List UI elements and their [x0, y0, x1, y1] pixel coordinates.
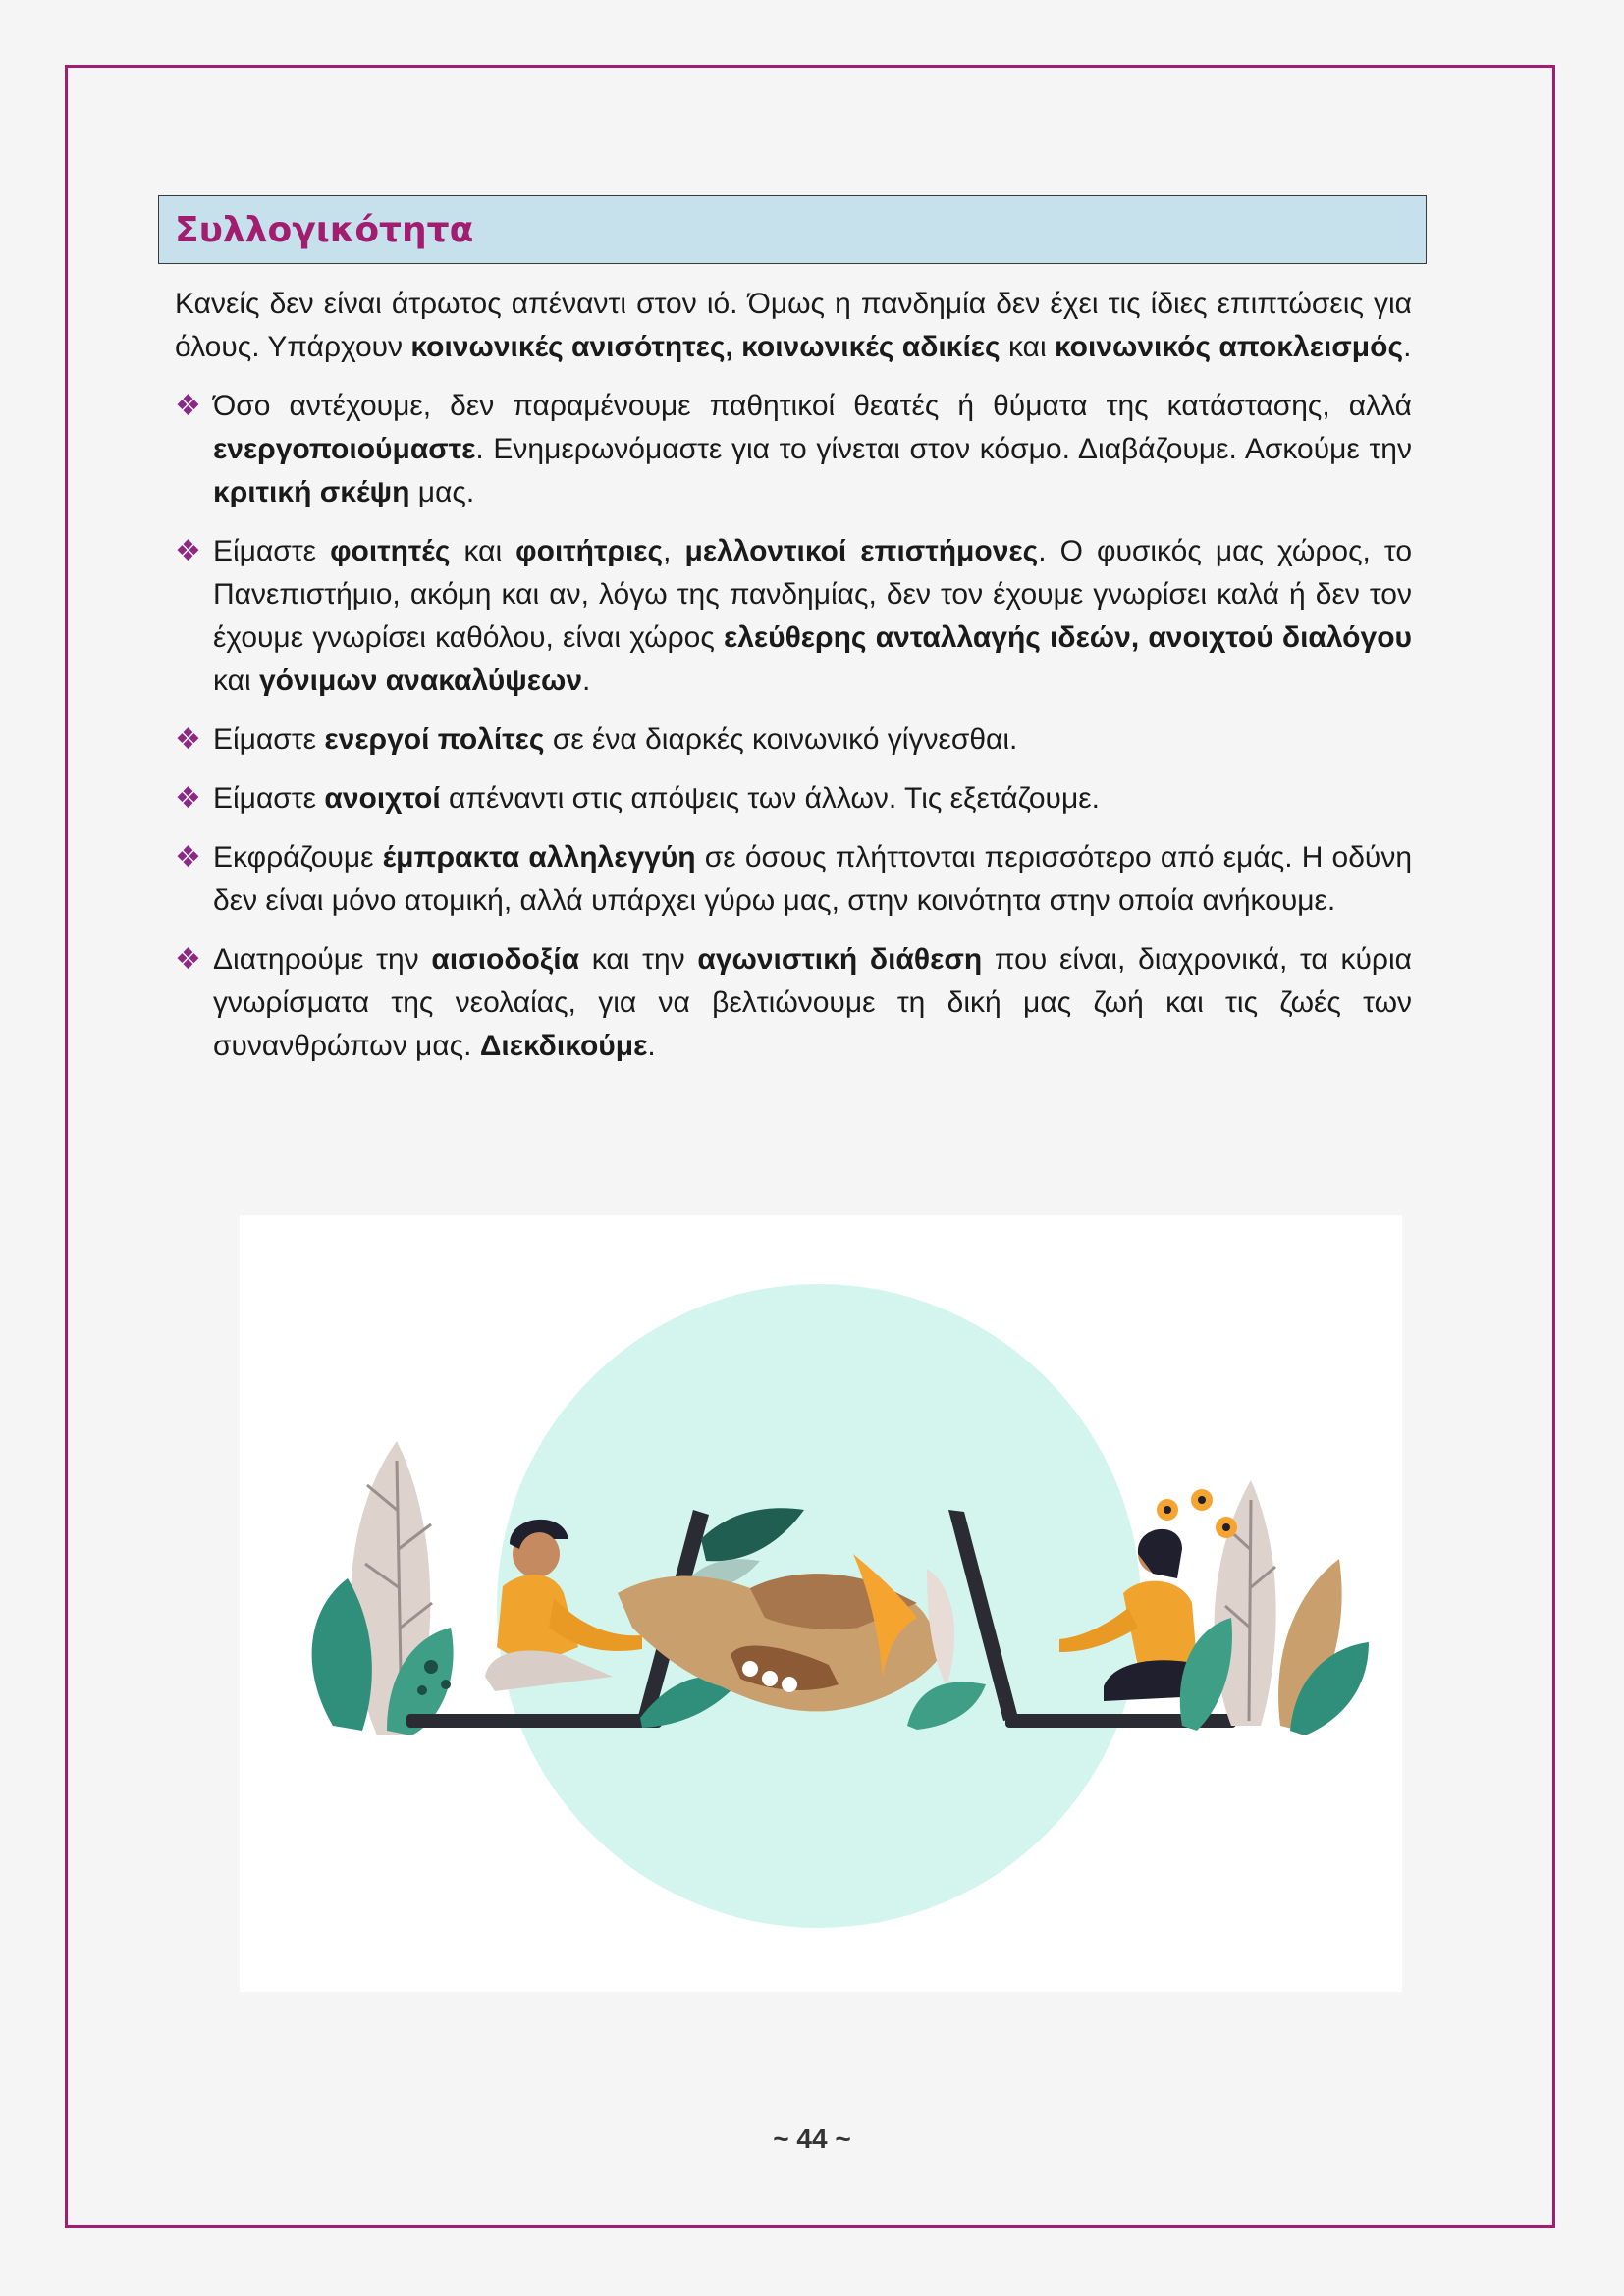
bullet-text: Είμαστε φοιτητές και φοιτήτριες, μελλοντικοί επιστήμονες. Ο φυσικός μας χώρος, το Πανεπιστήμιο, ακόμη και αν, λόγω της πανδημίας, δεν τον έχουμε γνωρίσει καλά ή δεν τον έχουμε γνωρίσει καθόλου, είναι χώρος ελεύθερης ανταλλαγής ιδεών, ανοιχτού διαλόγου και γόνιμων ανακαλύψεων.: [213, 535, 1413, 697]
diamond-cluster-icon: ❖: [175, 840, 201, 875]
bullet-item: [175, 719, 1412, 762]
diamond-cluster-icon: ❖: [175, 942, 201, 977]
diamond-cluster-icon: ❖: [175, 781, 201, 816]
bullet-text: Εκφράζουμε έμπρακτα αλληλεγγύη σε όσους πλήττονται περισσότερο από εμάς. Η οδύνη δεν είναι μόνο ατομική, αλλά υπάρχει γύρω μας, στην κοινότητα στην οποία ανήκουμε.: [213, 841, 1413, 917]
diamond-cluster-icon: ❖: [175, 722, 201, 757]
bullet-text: Όσο αντέχουμε, δεν παραμένουμε παθητικοί θεατές ή θύματα της κατάστασης, αλλά ενεργοποιούμαστε. Ενημερωνόμαστε για το γίνεται στον κόσμο. Διαβάζουμε. Ασκούμε την κριτική σκέψη μας.: [213, 390, 1412, 508]
bullet-item: [175, 385, 1412, 514]
bullet-item: [175, 938, 1412, 1068]
bullet-item: [175, 530, 1412, 703]
handshake-illustration: [240, 1215, 1402, 1992]
bullet-text: Διατηρούμε την αισιοδοξία και την αγωνιστική διάθεση που είναι, διαχρονικά, τα κύρια γνωρίσματα της νεολαίας, για να βελτιώνουμε τη δική μας ζωή και τις ζωές των συνανθρώπων μας. Διεκδικούμε.: [213, 943, 1412, 1062]
page-number: ~ 44 ~: [773, 2123, 851, 2154]
intro-paragraph: Κανείς δεν είναι άτρωτος απέναντι στον ιό. Όμως η πανδημία δεν έχει τις ίδιες επιπτώσεις για όλους. Υπάρχουν κοινωνικές ανισότητες, κοινωνικές αδικίες και κοινωνικός αποκλεισμός.: [175, 288, 1412, 363]
bullet-list: [175, 385, 1412, 1068]
diamond-cluster-icon: ❖: [175, 534, 201, 568]
handshake-laptops-image: [240, 1215, 1402, 1992]
main-content: [175, 283, 1412, 1084]
bullet-text: Είμαστε ενεργοί πολίτες σε ένα διαρκές κοινωνικό γίγνεσθαι.: [213, 723, 1018, 756]
bullet-text: Είμαστε ανοιχτοί απέναντι στις απόψεις των άλλων. Τις εξετάζουμε.: [213, 782, 1100, 815]
bullet-item: [175, 777, 1412, 821]
diamond-cluster-icon: ❖: [175, 389, 201, 423]
section-title: Συλλογικότητα: [175, 209, 474, 250]
section-header: [158, 195, 1427, 264]
bullet-item: [175, 836, 1412, 923]
